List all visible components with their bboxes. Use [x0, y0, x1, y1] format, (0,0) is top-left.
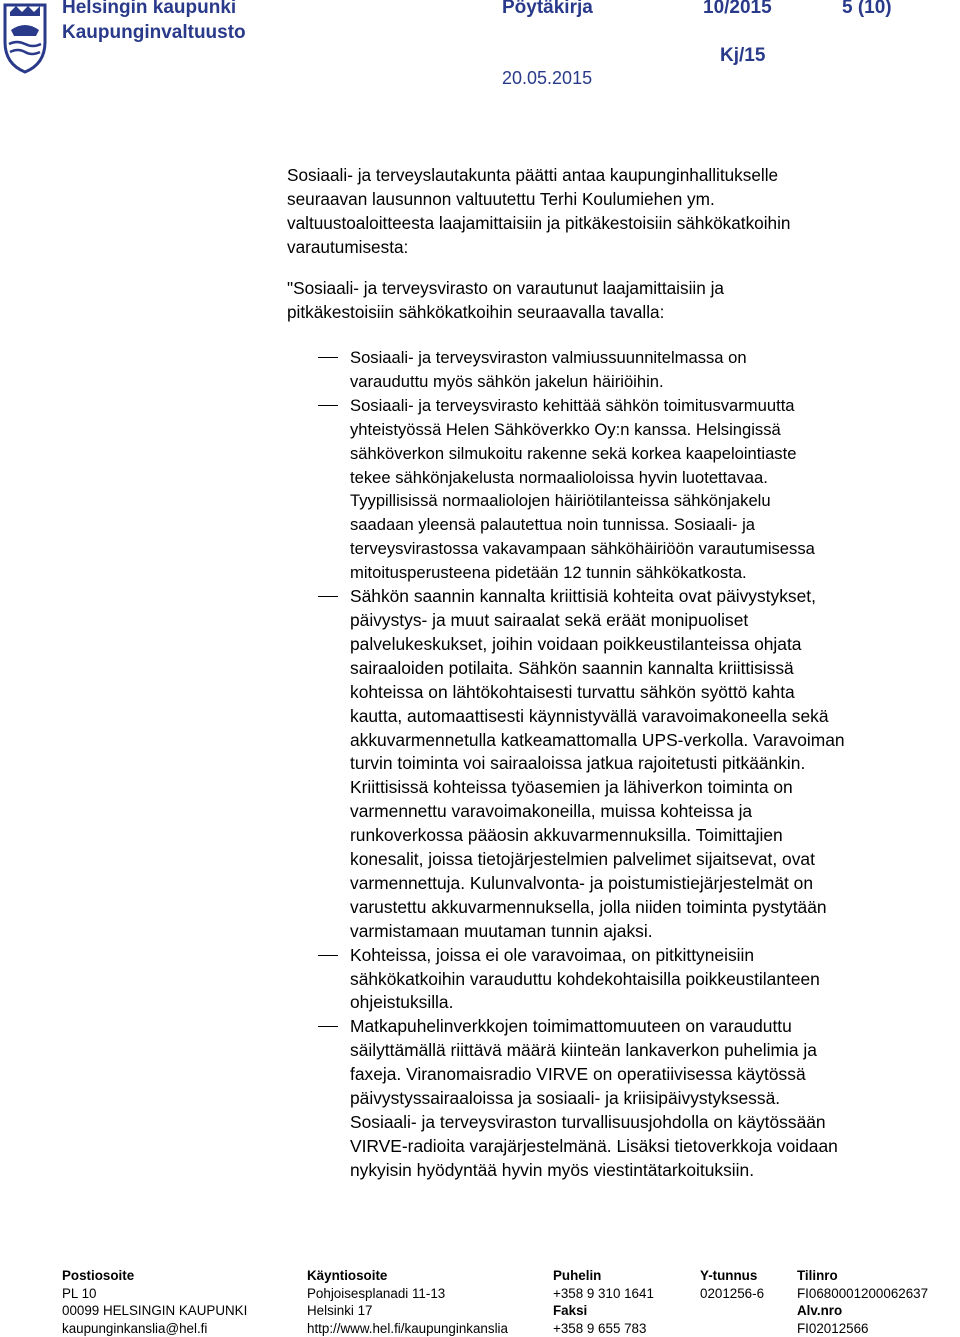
list-item-line: faxeja. Viranomaisradio VIRVE on operatiivisessa käytössä: [350, 1063, 948, 1087]
footer-website-link[interactable]: http://www.hel.fi/kaupunginkanslia: [307, 1320, 508, 1337]
footer-heading: Tilinro: [797, 1267, 928, 1285]
list-item-line: varmistamaan muutaman tunnin ajaksi.: [350, 920, 948, 944]
list-item: [318, 394, 948, 585]
list-item-line: yhteistyössä Helen Sähköverkko Oy:n kanssa. Helsingissä: [350, 418, 948, 442]
list-item-line: päivystyssairaaloissa ja sosiaali- ja kriisipäivystyksessä.: [350, 1087, 948, 1111]
footer-value: PL 10: [62, 1285, 247, 1303]
dash-bullet-icon: [318, 955, 338, 956]
intro-line: seuraavan lausunnon valtuutettu Terhi Koulumiehen ym.: [287, 187, 937, 211]
list-item-line: turvin toiminta voi sairaaloissa jatkua rajoitetusti pitkäänkin.: [350, 752, 948, 776]
list-item-line: akkuvarmennetulla katkeamattomalla UPS-verkolla. Varavoiman: [350, 729, 948, 753]
list-item-line: sähkökatkoihin varauduttu kohdekohtaisilla poikkeustilanteen: [350, 968, 948, 992]
list-item-line: Kriittisissä kohteissa työasemien ja lähiverkon toiminta on: [350, 776, 948, 800]
list-item: [318, 585, 948, 944]
list-item-line: Matkapuhelinverkkojen toimimattomuuteen on varauduttu: [350, 1015, 948, 1039]
list-item-line: Sosiaali- ja terveysvirasto kehittää sähkön toimitusvarmuutta: [350, 394, 948, 418]
list-item-line: runkoverkossa pääosin akkuvarmennuksilla. Toimittajien: [350, 824, 948, 848]
footer-heading: Käyntiosoite: [307, 1267, 508, 1285]
list-item-line: kautta, automaattisesti käynnistyvällä varavoimakoneella sekä: [350, 705, 948, 729]
header-doc-number: 10/2015: [703, 0, 772, 19]
dash-bullet-icon: [318, 1026, 338, 1027]
list-item-line: VIRVE-radioita varajärjestelmänä. Lisäksi tietoverkkoja voidaan: [350, 1135, 948, 1159]
list-item-line: nykyisin hyödyntää hyvin myös viestintätarkoituksiin.: [350, 1159, 948, 1183]
list-item-line: ohjeistuksilla.: [350, 991, 948, 1015]
measures-list: [318, 346, 948, 1183]
footer-heading: Puhelin: [553, 1267, 654, 1285]
header-page: 5 (10): [842, 0, 892, 19]
list-item: [318, 346, 948, 394]
list-item: [318, 1015, 948, 1182]
list-item-line: terveysvirastossa vakavampaan sähköhäiriöön varautumisessa: [350, 537, 948, 561]
list-item-line: Kohteissa, joissa ei ole varavoimaa, on pitkittyneisiin: [350, 944, 948, 968]
list-item-line: mitoitusperusteena pidetään 12 tunnin sähkökatkosta.: [350, 561, 948, 585]
footer-postal-address: [62, 1267, 247, 1337]
list-item-line: varmennettuja. Kulunvalvonta- ja poistumistiejärjestelmät on: [350, 872, 948, 896]
quote-line: pitkäkestoisiin sähkökatkoihin seuraavalla tavalla:: [287, 300, 937, 324]
footer-heading: Alv.nro: [797, 1302, 928, 1320]
intro-line: Sosiaali- ja terveyslautakunta päätti antaa kaupunginhallitukselle: [287, 163, 937, 187]
list-item: [318, 944, 948, 1016]
list-item-line: konesalit, joissa tietojärjestelmien palvelimet sijaitsevat, ovat: [350, 848, 948, 872]
footer-value: +358 9 655 783: [553, 1320, 654, 1337]
list-item-line: palvelukeskukset, joihin voidaan poikkeustilanteissa ohjata: [350, 633, 948, 657]
footer-value: FI02012566: [797, 1320, 928, 1337]
footer-value: +358 9 310 1641: [553, 1285, 654, 1303]
list-item-line: tekee sähkönjakelusta normaalioloissa hyvin luotettavaa.: [350, 466, 948, 490]
header-ref: Kj/15: [720, 45, 765, 67]
list-item-line: varauduttu myös sähkön jakelun häiriöihin.: [350, 370, 948, 394]
footer-phone: [553, 1267, 654, 1337]
list-item-line: kohteissa on lähtökohtaisesti turvattu sähkön syöttö kahta: [350, 681, 948, 705]
intro-line: varautumisesta:: [287, 235, 937, 259]
dash-bullet-icon: [318, 405, 338, 406]
quote-paragraph: [287, 276, 937, 324]
footer-account: [797, 1267, 928, 1337]
list-item-line: sähköverkon silmukoitu rakenne sekä korkea kaapelointiaste: [350, 442, 948, 466]
list-item-line: Sähkön saannin kannalta kriittisiä kohteita ovat päivystykset,: [350, 585, 948, 609]
footer-heading: Faksi: [553, 1302, 654, 1320]
header-body: Kaupunginvaltuusto: [62, 22, 246, 44]
header-doc-type: Pöytäkirja: [502, 0, 593, 19]
dash-bullet-icon: [318, 357, 338, 358]
list-item-line: Sosiaali- ja terveysviraston turvallisuusjohdolla on käytössään: [350, 1111, 948, 1135]
footer-value: FI0680001200062637: [797, 1285, 928, 1303]
list-item-line: varmennettu varavoimakoneilla, muissa kohteissa ja: [350, 800, 948, 824]
footer-value: Pohjoisesplanadi 11-13: [307, 1285, 508, 1303]
header-date: 20.05.2015: [502, 68, 592, 89]
header-org: Helsingin kaupunki: [62, 0, 236, 19]
quote-line: "Sosiaali- ja terveysvirasto on varautunut laajamittaisiin ja: [287, 276, 937, 300]
list-item-line: Sosiaali- ja terveysviraston valmiussuunnitelmassa on: [350, 346, 948, 370]
intro-paragraph: [287, 163, 937, 259]
list-item-line: varustettu akkuvarmennuksella, jolla niiden toiminta pystytään: [350, 896, 948, 920]
intro-line: valtuustoaloitteesta laajamittaisiin ja pitkäkestoisiin sähkökatkoihin: [287, 211, 937, 235]
list-item-line: sairaaloiden potilaita. Sähkön saannin kannalta kriittisissä: [350, 657, 948, 681]
dash-bullet-icon: [318, 596, 338, 597]
footer-value: 0201256-6: [700, 1285, 764, 1303]
footer-business-id: [700, 1267, 764, 1302]
footer-value: Helsinki 17: [307, 1302, 508, 1320]
footer-email-link[interactable]: kaupunginkanslia@hel.fi: [62, 1320, 247, 1337]
list-item-line: päivystys- ja muut sairaalat sekä eräät monipuoliset: [350, 609, 948, 633]
helsinki-crest-logo: [2, 2, 48, 74]
footer-value: 00099 HELSINGIN KAUPUNKI: [62, 1302, 247, 1320]
footer-visiting-address: [307, 1267, 508, 1337]
footer-heading: Postiosoite: [62, 1267, 247, 1285]
list-item-line: saadaan yleensä palautettua noin tunnissa. Sosiaali- ja: [350, 513, 948, 537]
footer-heading: Y-tunnus: [700, 1267, 764, 1285]
list-item-line: Tyypillisissä normaaliolojen häiriötilanteissa sähkönjakelu: [350, 489, 948, 513]
list-item-line: säilyttämällä riittävä määrä kiinteän lankaverkon puhelimia ja: [350, 1039, 948, 1063]
